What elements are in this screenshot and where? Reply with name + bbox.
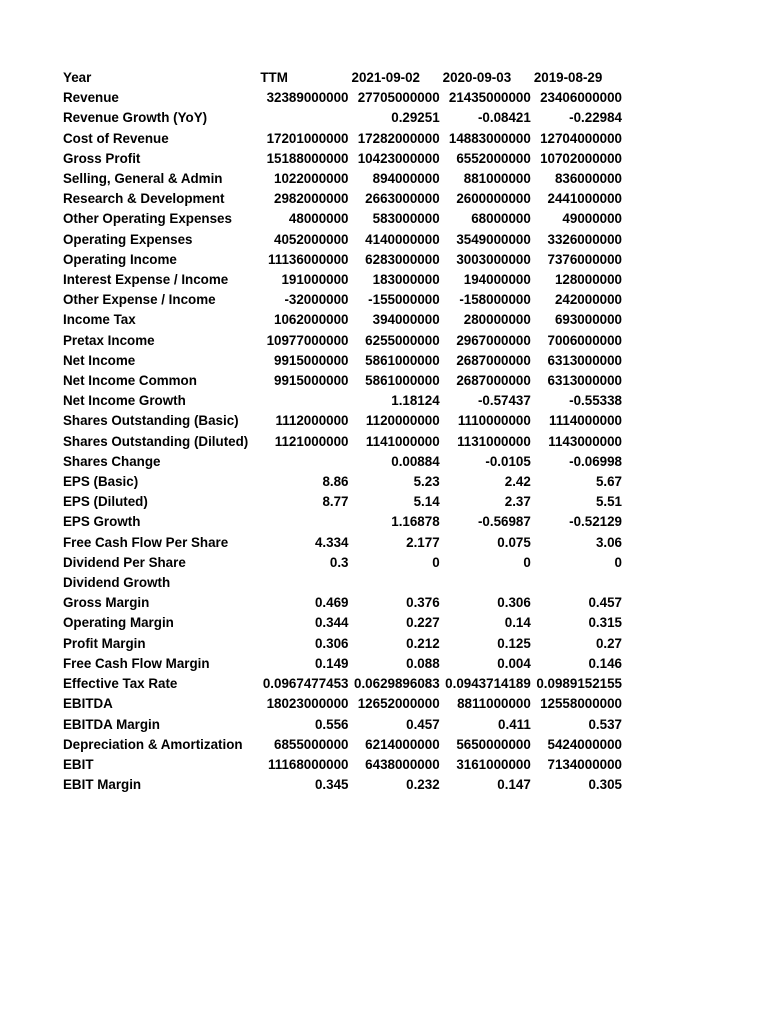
- row-value-cell: 5861000000: [365, 373, 440, 389]
- row-value-cell: 1141000000: [365, 433, 440, 449]
- row-value-cell: 0.0967477453: [262, 676, 349, 692]
- row-value-cell: -0.56987: [477, 514, 531, 530]
- row-value-cell: 2687000000: [456, 352, 531, 368]
- row-value-cell: 183000000: [372, 272, 440, 288]
- row-value-cell: 2967000000: [456, 332, 531, 348]
- row-value-cell: 1114000000: [549, 413, 622, 429]
- row-value-cell: 2.42: [504, 474, 531, 490]
- table-row: [61, 351, 623, 371]
- row-value-cell: 0.3: [329, 554, 349, 570]
- row-value-cell: 0.227: [406, 615, 440, 631]
- row-value-cell: 1062000000: [274, 312, 349, 328]
- row-value-cell: 6313000000: [547, 352, 622, 368]
- row-value-cell: 881000000: [463, 171, 531, 187]
- row-value-cell: 4140000000: [365, 231, 440, 247]
- row-label: Depreciation & Amortization: [63, 736, 243, 752]
- row-label: EBIT: [63, 756, 94, 772]
- row-value-cell: 583000000: [372, 211, 440, 227]
- row-value-cell: 6552000000: [456, 150, 531, 166]
- table-row: [61, 209, 623, 229]
- financial-table: [61, 68, 623, 795]
- table-row: [61, 452, 623, 472]
- row-label: Revenue Growth (YoY): [63, 110, 208, 126]
- table-row: [61, 613, 623, 633]
- row-value-cell: 6255000000: [365, 332, 440, 348]
- row-value-cell: 0.305: [588, 777, 622, 793]
- row-value-cell: 48000000: [288, 211, 349, 227]
- row-value-cell: 6855000000: [274, 736, 349, 752]
- row-value-cell: 394000000: [372, 312, 440, 328]
- row-value-cell: 3.06: [595, 534, 622, 550]
- header-column-ttm: TTM: [260, 70, 288, 85]
- row-value-cell: 0: [614, 554, 622, 570]
- row-value-cell: 280000000: [463, 312, 531, 328]
- table-row: [61, 129, 623, 149]
- row-label: EBITDA: [63, 696, 113, 712]
- row-label: EBIT Margin: [63, 777, 142, 793]
- row-label: EPS (Diluted): [63, 494, 148, 510]
- row-value-cell: 0.125: [497, 635, 531, 651]
- row-label: Net Income: [63, 352, 136, 368]
- row-label: Free Cash Flow Per Share: [63, 534, 229, 550]
- row-value-cell: 0: [523, 554, 531, 570]
- row-value-cell: 12558000000: [540, 696, 622, 712]
- row-value-cell: 5.14: [413, 494, 440, 510]
- row-label: Profit Margin: [63, 635, 146, 651]
- table-row: [61, 371, 623, 391]
- row-value-cell: 68000000: [471, 211, 531, 227]
- row-value-cell: 17201000000: [266, 130, 349, 146]
- row-value-cell: 32389000000: [266, 90, 349, 106]
- table-row: [61, 88, 623, 108]
- table-row: [61, 492, 623, 512]
- row-value-cell: 7006000000: [547, 332, 622, 348]
- table-row: [61, 533, 623, 553]
- row-value-cell: 1121000000: [274, 433, 349, 449]
- table-row: [61, 391, 623, 411]
- table-body: [61, 88, 623, 795]
- row-label: Research & Development: [63, 191, 225, 207]
- row-value-cell: -0.22984: [569, 110, 622, 126]
- row-label: Gross Margin: [63, 595, 150, 611]
- table-row: [61, 472, 623, 492]
- row-label: Interest Expense / Income: [63, 272, 229, 288]
- header-row: [61, 68, 623, 88]
- row-value-cell: 0.0629896083: [354, 676, 440, 692]
- table-row: [61, 270, 623, 290]
- row-value-cell: 0.315: [588, 615, 622, 631]
- row-value-cell: 0.469: [314, 595, 349, 611]
- row-label: Dividend Per Share: [63, 554, 186, 570]
- row-value-cell: 1022000000: [274, 171, 349, 187]
- row-value-cell: 9915000000: [274, 352, 349, 368]
- table-row: [61, 634, 623, 654]
- row-label: Operating Expenses: [63, 231, 193, 247]
- row-value-cell: 2663000000: [365, 191, 440, 207]
- row-label: Shares Outstanding (Basic): [63, 413, 239, 429]
- row-label: Revenue: [63, 90, 119, 106]
- table-row: [61, 674, 623, 694]
- table-row: [61, 432, 623, 452]
- row-value-cell: [258, 573, 349, 593]
- row-label: Net Income Growth: [63, 393, 186, 409]
- row-label: Operating Income: [63, 251, 177, 267]
- row-value-cell: 8.86: [322, 474, 349, 490]
- row-value-cell: 10977000000: [266, 332, 349, 348]
- row-value-cell: 6438000000: [365, 756, 440, 772]
- row-value-cell: -0.52129: [569, 514, 622, 530]
- row-value-cell: 1.16878: [391, 514, 440, 530]
- row-value-cell: 0.344: [314, 615, 349, 631]
- row-value-cell: 12704000000: [540, 130, 622, 146]
- row-value-cell: 5.67: [595, 474, 622, 490]
- row-value-cell: 5861000000: [365, 352, 440, 368]
- row-value-cell: [350, 573, 441, 593]
- row-value-cell: 0.147: [497, 777, 531, 793]
- header-label: Year: [63, 70, 92, 85]
- row-value-cell: 693000000: [554, 312, 622, 328]
- row-value-cell: 6283000000: [365, 251, 440, 267]
- row-value-cell: -155000000: [368, 292, 440, 308]
- row-label: Income Tax: [63, 312, 136, 328]
- row-label: Shares Change: [63, 453, 161, 469]
- row-value-cell: 191000000: [281, 272, 349, 288]
- row-value-cell: 11168000000: [268, 756, 349, 772]
- row-value-cell: 2.37: [504, 494, 531, 510]
- table-row: [61, 331, 623, 351]
- row-value-cell: 0.376: [406, 595, 440, 611]
- row-value-cell: 1.18124: [391, 393, 440, 409]
- row-label: Other Operating Expenses: [63, 211, 232, 227]
- row-value-cell: 3003000000: [456, 251, 531, 267]
- row-value-cell: 128000000: [554, 272, 622, 288]
- table-row: [61, 573, 623, 593]
- table-header: [61, 68, 623, 88]
- row-value-cell: 0.29251: [391, 110, 440, 126]
- row-value-cell: 18023000000: [266, 696, 349, 712]
- row-label: Operating Margin: [63, 615, 174, 631]
- row-value-cell: 0.556: [314, 716, 349, 732]
- row-label: Shares Outstanding (Diluted): [63, 433, 249, 449]
- row-value-cell: 17282000000: [357, 130, 440, 146]
- header-column-2019: 2019-08-29: [533, 70, 603, 85]
- row-value-cell: 11136000000: [268, 251, 349, 267]
- row-value-cell: 0.075: [497, 534, 531, 550]
- table-row: [61, 735, 623, 755]
- table-row: [61, 290, 623, 310]
- table-row: [61, 755, 623, 775]
- row-value-cell: 6214000000: [365, 736, 440, 752]
- row-label: Selling, General & Admin: [63, 171, 223, 187]
- row-value-cell: 0.306: [497, 595, 531, 611]
- row-value-cell: 2441000000: [547, 191, 622, 207]
- row-label: Dividend Growth: [63, 575, 171, 591]
- financial-table-sheet: [61, 68, 623, 795]
- row-value-cell: [258, 452, 349, 472]
- row-value-cell: -0.06998: [569, 453, 622, 469]
- row-value-cell: 2982000000: [274, 191, 349, 207]
- table-row: [61, 553, 623, 573]
- header-column-2020: 2020-09-03: [442, 70, 512, 85]
- row-label: Net Income Common: [63, 373, 197, 389]
- row-value-cell: 10423000000: [357, 150, 440, 166]
- table-row: [61, 411, 623, 431]
- row-value-cell: 0.411: [498, 716, 531, 732]
- row-value-cell: 5650000000: [456, 736, 531, 752]
- table-row: [61, 654, 623, 674]
- table-row: [61, 593, 623, 613]
- row-value-cell: 4.334: [314, 534, 349, 550]
- row-value-cell: 0.149: [314, 655, 349, 671]
- row-value-cell: 2600000000: [456, 191, 531, 207]
- row-value-cell: 0.004: [497, 655, 531, 671]
- row-value-cell: -32000000: [284, 292, 349, 308]
- row-value-cell: 0.306: [314, 635, 349, 651]
- row-value-cell: 0.457: [406, 716, 440, 732]
- table-row: [61, 775, 623, 795]
- row-value-cell: [258, 108, 349, 128]
- row-value-cell: 3549000000: [456, 231, 531, 247]
- row-value-cell: 1112000000: [275, 413, 349, 429]
- row-value-cell: 2.177: [406, 534, 440, 550]
- row-value-cell: 21435000000: [448, 90, 531, 106]
- table-row: [61, 169, 623, 189]
- row-value-cell: 8.77: [322, 494, 349, 510]
- row-value-cell: 1131000000: [457, 433, 531, 449]
- row-value-cell: [441, 573, 532, 593]
- row-value-cell: -0.08421: [477, 110, 531, 126]
- row-value-cell: 0.0943714189: [445, 676, 531, 692]
- row-value-cell: 242000000: [554, 292, 622, 308]
- table-row: [61, 310, 623, 330]
- row-value-cell: 0.0989152155: [536, 676, 622, 692]
- row-value-cell: 0.27: [595, 635, 622, 651]
- row-value-cell: 194000000: [463, 272, 531, 288]
- table-row: [61, 512, 623, 532]
- row-label: EPS (Basic): [63, 474, 139, 490]
- row-value-cell: 1120000000: [365, 413, 440, 429]
- row-value-cell: 8811000000: [457, 696, 531, 712]
- row-value-cell: 14883000000: [448, 130, 531, 146]
- table-row: [61, 250, 623, 270]
- table-row: [61, 189, 623, 209]
- row-value-cell: 1110000000: [457, 413, 531, 429]
- row-label: Effective Tax Rate: [63, 676, 178, 692]
- row-value-cell: 1143000000: [548, 433, 622, 449]
- row-label: Free Cash Flow Margin: [63, 655, 210, 671]
- row-value-cell: 0.14: [504, 615, 531, 631]
- row-value-cell: 0.212: [406, 635, 440, 651]
- row-value-cell: 0: [432, 554, 440, 570]
- row-value-cell: 2687000000: [456, 373, 531, 389]
- row-value-cell: 23406000000: [540, 90, 622, 106]
- row-value-cell: 6313000000: [547, 373, 622, 389]
- row-value-cell: 0.088: [406, 655, 440, 671]
- row-value-cell: 836000000: [554, 171, 622, 187]
- row-value-cell: 9915000000: [274, 373, 349, 389]
- table-row: [61, 149, 623, 169]
- row-value-cell: 7376000000: [547, 251, 622, 267]
- row-value-cell: 15188000000: [266, 150, 349, 166]
- row-value-cell: [532, 573, 623, 593]
- row-label: Cost of Revenue: [63, 130, 169, 146]
- row-value-cell: 4052000000: [274, 231, 349, 247]
- row-value-cell: -0.55338: [569, 393, 622, 409]
- row-value-cell: [258, 512, 349, 532]
- row-value-cell: -158000000: [459, 292, 531, 308]
- row-label: Gross Profit: [63, 150, 141, 166]
- row-label: Pretax Income: [63, 332, 155, 348]
- row-value-cell: -0.57437: [477, 393, 531, 409]
- table-row: [61, 715, 623, 735]
- table-row: [61, 230, 623, 250]
- row-value-cell: 0.146: [588, 655, 622, 671]
- header-column-2021: 2021-09-02: [351, 70, 420, 85]
- row-value-cell: 0.345: [314, 777, 349, 793]
- row-value-cell: 10702000000: [540, 150, 622, 166]
- row-value-cell: [258, 391, 349, 411]
- row-value-cell: 0.457: [588, 595, 622, 611]
- row-value-cell: 12652000000: [357, 696, 440, 712]
- row-value-cell: 7134000000: [547, 756, 622, 772]
- row-value-cell: 894000000: [372, 171, 440, 187]
- row-value-cell: 5.23: [413, 474, 440, 490]
- row-value-cell: 27705000000: [357, 90, 440, 106]
- row-value-cell: 0.537: [588, 716, 622, 732]
- table-row: [61, 694, 623, 714]
- table-row: [61, 108, 623, 128]
- row-value-cell: 49000000: [562, 211, 622, 227]
- row-value-cell: 0.00884: [391, 453, 440, 469]
- row-value-cell: 3326000000: [547, 231, 622, 247]
- row-value-cell: -0.0105: [485, 453, 531, 469]
- row-label: EBITDA Margin: [63, 716, 160, 732]
- row-value-cell: 0.232: [406, 777, 440, 793]
- row-value-cell: 3161000000: [456, 756, 531, 772]
- row-label: Other Expense / Income: [63, 292, 216, 308]
- row-label: EPS Growth: [63, 514, 141, 530]
- row-value-cell: 5424000000: [547, 736, 622, 752]
- row-value-cell: 5.51: [595, 494, 622, 510]
